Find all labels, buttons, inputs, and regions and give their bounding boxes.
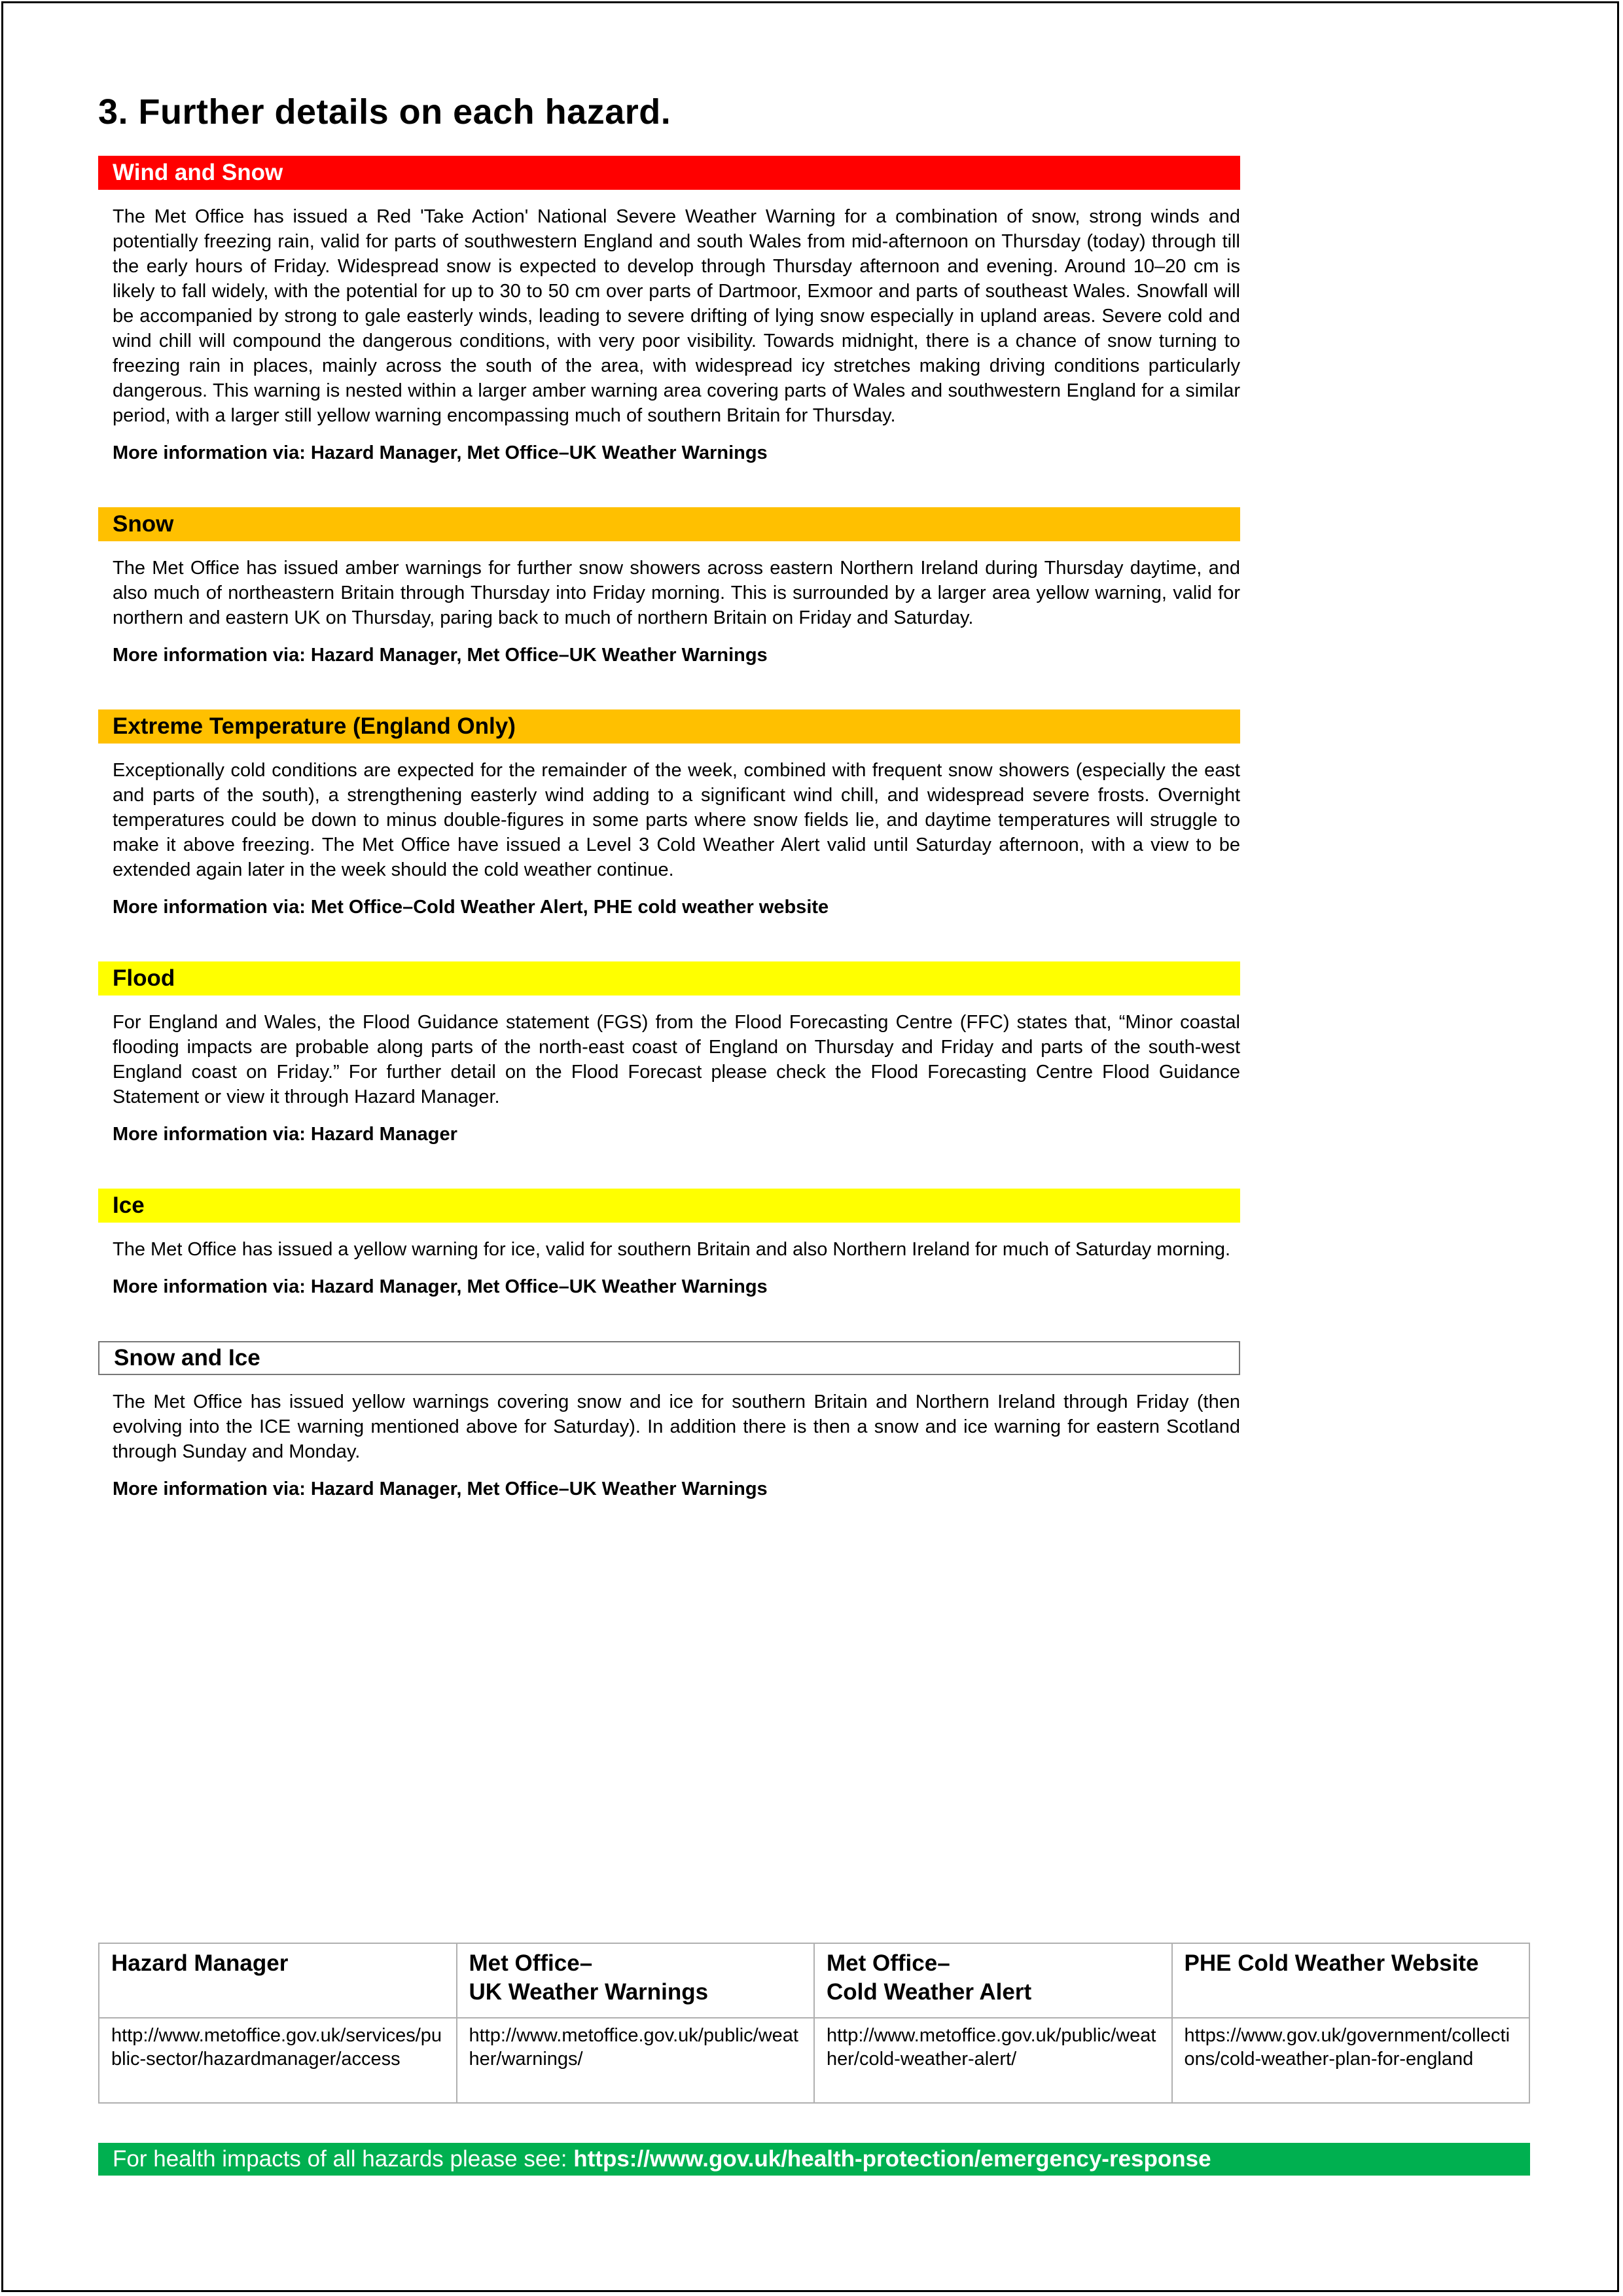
hazard-section-extreme-temperature xyxy=(98,709,1240,918)
url-link[interactable]: http://www.metoffice.gov.uk/public/weather/warnings/ xyxy=(469,2025,798,2070)
table-header-cell xyxy=(1172,1943,1530,2018)
url-cell xyxy=(814,2018,1172,2103)
url-cell xyxy=(457,2018,815,2103)
banner-link[interactable]: https://www.gov.uk/health-protection/emergency-response xyxy=(573,2146,1211,2172)
hazard-header: Wind and Snow xyxy=(98,156,1240,190)
url-link[interactable]: http://www.metoffice.gov.uk/services/public-sector/hazardmanager/access xyxy=(111,2025,442,2070)
more-information-line: More information via: Hazard Manager xyxy=(113,1124,457,1145)
hazard-section-ice xyxy=(98,1189,1240,1298)
url-cell xyxy=(99,2018,457,2103)
header-line: Cold Weather Alert xyxy=(827,1979,1032,2005)
header-line: UK Weather Warnings xyxy=(469,1979,709,2005)
hazard-section-wind-and-snow xyxy=(98,156,1240,464)
hazard-description: The Met Office has issued a Red 'Take Action' National Severe Weather Warning for a combination of snow, strong winds and potentially freezing rain, valid for parts of southwestern England and south Wales from mid-afternoon on Thursday (today) through till the early hours of Friday. Widespread snow is expected to develop through Thursday afternoon and evening. Around 10–20 cm is likely to fall widely, with the potential for up to 30 to 50 cm over parts of Dartmoor, Exmoor and parts of southeast Wales. Snowfall will be accompanied by strong to gale easterly winds, leading to severe drifting of lying snow especially in upland areas. Severe cold and wind chill will compound the dangerous conditions, with very poor visibility. Towards midnight, there is a chance of snow turning to freezing rain in places, mainly across the south of the area, with widespread icy stretches making driving conditions particularly dangerous. This warning is nested within a larger amber warning area covering parts of Wales and southwestern England for a similar period, with a larger still yellow warning encompassing much of southern Britain for Thursday. xyxy=(113,206,1240,426)
hazard-header: Extreme Temperature (England Only) xyxy=(98,709,1240,744)
hazard-section-flood xyxy=(98,961,1240,1145)
more-information-line: More information via: Hazard Manager, Met Office–UK Weather Warnings xyxy=(113,442,768,463)
url-cell xyxy=(1172,2018,1530,2103)
hazard-description: The Met Office has issued amber warnings for further snow showers across eastern Northern Ireland during Thursday daytime, and also much of northeastern Britain through Thursday into Friday morning. This is surrounded by a larger area yellow warning, valid for northern and eastern UK on Thursday, paring back to much of northern Britain on Friday and Saturday. xyxy=(113,558,1240,628)
header-line: Hazard Manager xyxy=(111,1950,289,1976)
more-information-line: More information via: Hazard Manager, Met Office–UK Weather Warnings xyxy=(113,1479,768,1499)
resource-links-table xyxy=(98,1943,1530,2104)
document-content xyxy=(98,92,1240,1543)
hazard-section-snow xyxy=(98,507,1240,666)
hazard-section-snow-and-ice xyxy=(98,1341,1240,1500)
more-information-line: More information via: Met Office–Cold Weather Alert, PHE cold weather website xyxy=(113,897,829,918)
hazard-description: Exceptionally cold conditions are expected for the remainder of the week, combined with frequent snow showers (especially the east and parts of the south), a strengthening easterly wind adding to a significant wind chill, and widespread severe frosts. Overnight temperatures could be down to minus double-figures in some parts where snow fields lie, and daytime temperatures will struggle to make it above freezing. The Met Office have issued a Level 3 Cold Weather Alert valid until Saturday afternoon, with a view to be extended again later in the week should the cold weather continue. xyxy=(113,760,1240,880)
hazard-description: The Met Office has issued yellow warnings covering snow and ice for southern Britain and Northern Ireland through Friday (then evolving into the ICE warning mentioned above for Saturday). In addition there is then a snow and ice warning for eastern Scotland through Sunday and Monday. xyxy=(113,1391,1240,1462)
more-information-line: More information via: Hazard Manager, Met Office–UK Weather Warnings xyxy=(113,1276,768,1297)
hazard-header: Ice xyxy=(98,1189,1240,1223)
hazard-header: Flood xyxy=(98,961,1240,996)
hazard-description: For England and Wales, the Flood Guidance statement (FGS) from the Flood Forecasting Centre (FFC) states that, “Minor coastal flooding impacts are probable along parts of the north-east coast of England on Thursday and Friday and parts of the south-west England coast on Friday.” For further detail on the Flood Forecast please check the Flood Forecasting Centre Flood Guidance Statement or view it through Hazard Manager. xyxy=(113,1012,1240,1107)
health-impacts-banner xyxy=(98,2143,1530,2176)
banner-text: For health impacts of all hazards please see: xyxy=(113,2146,567,2172)
table-row xyxy=(99,2018,1529,2103)
header-line: PHE Cold Weather Website xyxy=(1184,1950,1479,1976)
hazard-description: The Met Office has issued a yellow warning for ice, valid for southern Britain and also Northern Ireland for much of Saturday morning. xyxy=(113,1239,1231,1260)
table-header-row xyxy=(99,1943,1529,2018)
header-line: Met Office– xyxy=(469,1950,593,1976)
page-title: 3. Further details on each hazard. xyxy=(98,92,671,132)
hazard-header: Snow and Ice xyxy=(98,1341,1240,1375)
table-header-cell xyxy=(457,1943,815,2018)
url-link[interactable]: http://www.metoffice.gov.uk/public/weather/cold-weather-alert/ xyxy=(827,2025,1156,2070)
hazard-header: Snow xyxy=(98,507,1240,541)
header-line: Met Office– xyxy=(827,1950,950,1976)
table-header-cell xyxy=(99,1943,457,2018)
url-link[interactable]: https://www.gov.uk/government/collections/cold-weather-plan-for-england xyxy=(1184,2025,1510,2070)
table-header-cell xyxy=(814,1943,1172,2018)
more-information-line: More information via: Hazard Manager, Met Office–UK Weather Warnings xyxy=(113,645,768,666)
